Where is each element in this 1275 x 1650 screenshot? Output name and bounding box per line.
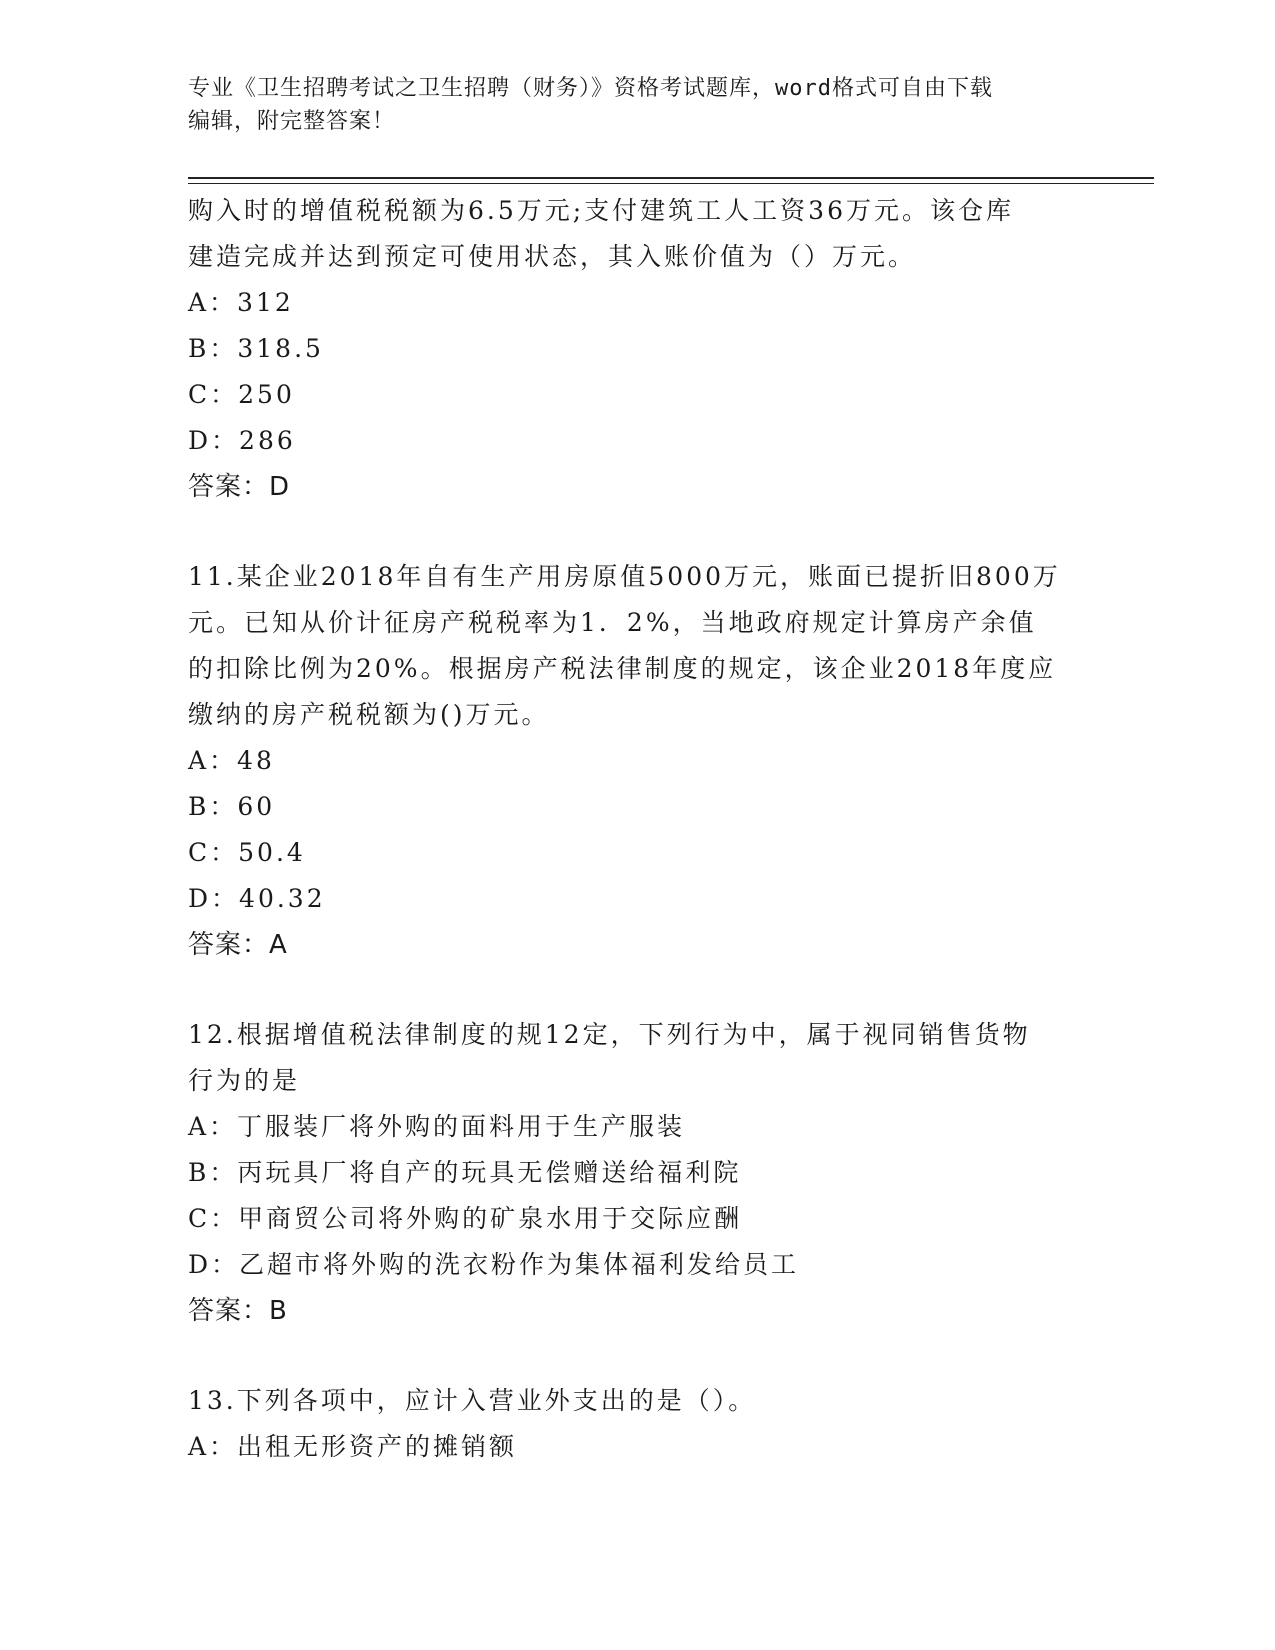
option-a: A：丁服装厂将外购的面料用于生产服装 [188, 1112, 686, 1141]
option-b: B：318.5 [188, 334, 324, 363]
question-list [188, 188, 1088, 1470]
question-stem-line: 元。已知从价计征房产税税率为1．2%，当地政府规定计算房产余值 [188, 608, 1037, 637]
document-header [188, 72, 1068, 138]
question-stem-line: 11.某企业2018年自有生产用房原值5000万元，账面已提折旧800万 [188, 562, 1061, 591]
question-stem-line: 的扣除比例为20%。根据房产税法律制度的规定，该企业2018年度应 [188, 654, 1057, 683]
question-stem-line: 12.根据增值税法律制度的规12定，下列行为中，属于视同销售货物 [188, 1020, 1031, 1049]
question-spacer [188, 1334, 1088, 1378]
question-stem-line: 建造完成并达到预定可使用状态，其入账价值为（）万元。 [188, 242, 917, 271]
question-12 [188, 1012, 1088, 1334]
header-line-1: 专业《卫生招聘考试之卫生招聘（财务）》资格考试题库，word格式可自由下载 [188, 76, 993, 101]
answer-line: 答案：B [188, 1296, 288, 1326]
answer-line: 答案：D [188, 472, 291, 502]
header-divider-thick [188, 177, 1154, 179]
question-13 [188, 1378, 1088, 1470]
option-b: B：60 [188, 792, 276, 821]
option-c: C：250 [188, 380, 295, 409]
option-c: C：50.4 [188, 838, 306, 867]
question-11 [188, 554, 1088, 968]
question-spacer [188, 968, 1088, 1012]
question-stem-line: 行为的是 [188, 1066, 301, 1095]
question-stem-line: 购入时的增值税税额为6.5万元;支付建筑工人工资36万元。该仓库 [188, 196, 1014, 225]
option-d: D：乙超市将外购的洗衣粉作为集体福利发给员工 [188, 1250, 800, 1279]
question-stem-line: 缴纳的房产税税额为()万元。 [188, 700, 550, 729]
question-10 [188, 188, 1088, 510]
option-a: A：312 [188, 288, 294, 317]
question-spacer [188, 510, 1088, 554]
question-stem-line: 13.下列各项中，应计入营业外支出的是（）。 [188, 1386, 757, 1415]
option-a: A：48 [188, 746, 275, 775]
option-a: A：出租无形资产的摊销额 [188, 1432, 518, 1461]
option-b: B：丙玩具厂将自产的玩具无偿赠送给福利院 [188, 1158, 742, 1187]
answer-line: 答案：A [188, 930, 288, 960]
option-d: D：40.32 [188, 884, 326, 913]
header-divider-thin [188, 183, 1154, 184]
option-c: C：甲商贸公司将外购的矿泉水用于交际应酬 [188, 1204, 743, 1233]
header-line-2: 编辑，附完整答案！ [188, 109, 396, 134]
option-d: D：286 [188, 426, 296, 455]
